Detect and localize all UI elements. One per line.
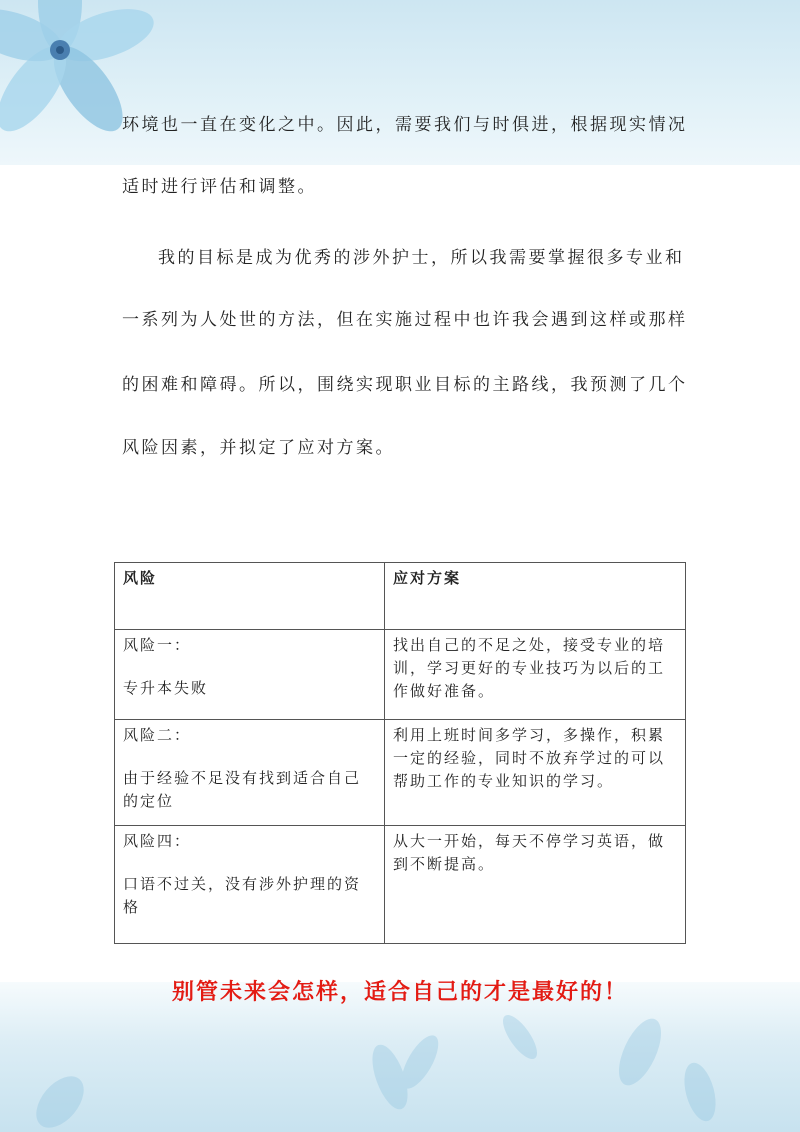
header-plan: 应对方案 [385,563,686,630]
slogan-text: 别管未来会怎样，适合自己的才是最好的！ [171,979,628,1005]
plan-cell: 利用上班时间多学习，多操作，积累一定的经验，同时不放弃学过的可以帮助工作的专业知识的学习。 [385,720,686,826]
risk-cell [115,630,385,720]
table-row [115,630,686,720]
risk-detail: 口语不过关，没有涉外护理的资格 [123,875,362,916]
header-risk: 风险 [115,563,385,630]
paragraph-line: 风险因素，并拟定了应对方案。 [122,438,395,458]
plan-cell: 从大一开始，每天不停学习英语，做到不断提高。 [385,826,686,944]
table-header-row [115,563,686,630]
paragraph-line: 环境也一直在变化之中。因此，需要我们与时俱进，根据现实情况 [122,115,688,135]
blue-flower-icon [0,0,180,160]
risk-plan-table [114,562,686,944]
table-row [115,720,686,826]
paragraph-line: 我的目标是成为优秀的涉外护士，所以我需要掌握很多专业和 [158,248,685,268]
risk-title: 风险一： [123,636,192,654]
risk-cell [115,826,385,944]
risk-title: 风险四： [123,832,192,850]
risk-detail: 专升本失败 [123,679,209,697]
risk-title: 风险二： [123,726,192,744]
risk-cell [115,720,385,826]
paragraph-line: 的困难和障碍。所以，围绕实现职业目标的主路线，我预测了几个 [122,375,688,395]
paragraph-line: 适时进行评估和调整。 [122,177,317,197]
paragraph-line: 一系列为人处世的方法，但在实施过程中也许我会遇到这样或那样 [122,310,688,330]
table-row [115,826,686,944]
plan-cell: 找出自己的不足之处，接受专业的培训，学习更好的专业技巧为以后的工作做好准备。 [385,630,686,720]
risk-detail: 由于经验不足没有找到适合自己的定位 [123,769,362,810]
